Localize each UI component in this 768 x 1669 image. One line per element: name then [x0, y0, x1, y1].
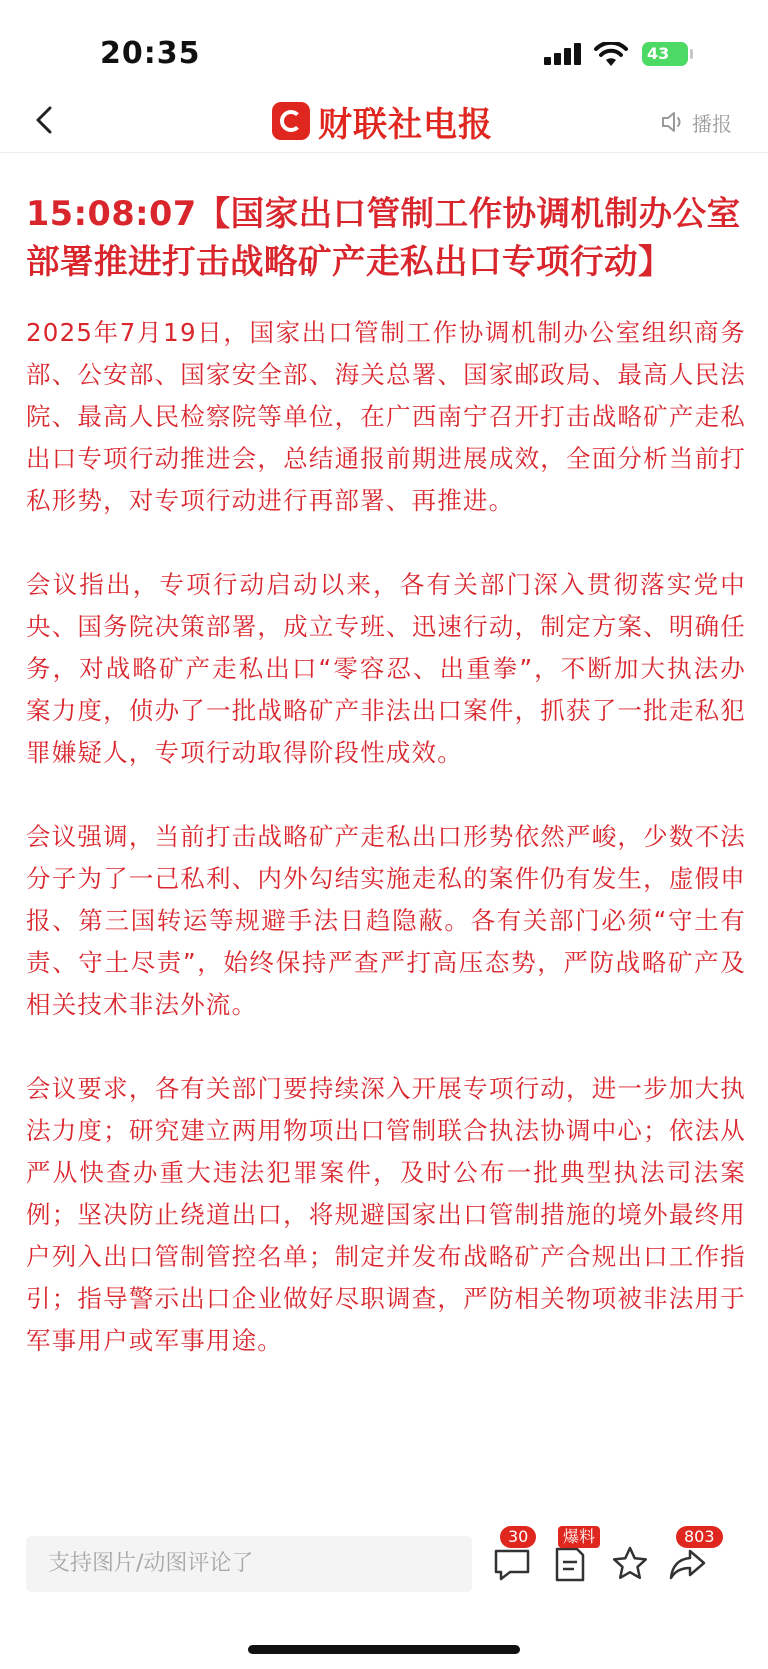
share-count-badge: 803: [676, 1526, 723, 1548]
battery-cap: [690, 49, 693, 59]
battery-icon: 43: [642, 42, 688, 66]
report-button[interactable]: [548, 1527, 596, 1586]
brand-logo-icon: [272, 102, 310, 140]
comment-icon: [490, 1542, 534, 1586]
brand-logo: [272, 98, 493, 144]
nav-bar: [0, 92, 768, 153]
star-icon: [608, 1542, 652, 1586]
comment-count-badge: 30: [500, 1526, 536, 1548]
comment-input[interactable]: 支持图片/动图评论了: [26, 1536, 472, 1592]
share-icon: [666, 1542, 710, 1586]
favorite-button[interactable]: [608, 1542, 652, 1586]
report-badge: 爆料: [558, 1526, 600, 1548]
speaker-icon: [660, 110, 686, 134]
home-indicator[interactable]: [248, 1645, 520, 1654]
article-paragraph: 会议指出，专项行动启动以来，各有关部门深入贯彻落实党中央、国务院决策部署，成立专班、迅速行动，制定方案、明确任务，对战略矿产走私出口“零容忍、出重拳”，不断加大执法办案力度，侦办了一批战略矿产非法出口案件，抓获了一批走私犯罪嫌疑人，专项行动取得阶段性成效。: [26, 570, 746, 767]
status-bar: [0, 0, 768, 92]
share-button[interactable]: [666, 1527, 715, 1586]
back-icon[interactable]: [30, 100, 60, 140]
article-paragraph: 会议强调，当前打击战略矿产走私出口形势依然严峻，少数不法分子为了一己私利、内外勾结实施走私的案件仍有发生，虚假申报、第三国转运等规避手法日趋隐蔽。各有关部门必须“守土有责、守土尽责”，始终保持严查严打高压态势，严防战略矿产及相关技术非法外流。: [26, 822, 746, 1019]
brand-name: [318, 97, 493, 146]
status-time: 20:35: [100, 36, 201, 71]
broadcast-label: 播报: [692, 111, 732, 136]
article-paragraph: 会议要求，各有关部门要持续深入开展专项行动，进一步加大执法力度；研究建立两用物项出口管制联合执法协调中心；依法从严从快查办重大违法犯罪案件，及时公布一批典型执法司法案例；坚决防止绕道出口，将规避国家出口管制措施的境外最终用户列入出口管制管控名单；制定并发布战略矿产合规出口工作指引；指导警示出口企业做好尽职调查，严防相关物项被非法用于军事用户或军事用途。: [26, 1074, 746, 1355]
article-paragraph: 2025年7月19日，国家出口管制工作协调机制办公室组织商务部、公安部、国家安全部、海关总署、国家邮政局、最高人民法院、最高人民检察院等单位，在广西南宁召开打击战略矿产走私出口专项行动推进会，总结通报前期进展成效，全面分析当前打私形势，对专项行动进行再部署、再推进。: [26, 318, 746, 515]
cellular-signal-icon: [544, 43, 584, 65]
wifi-icon: [594, 42, 628, 68]
bottom-action-bar: [0, 1510, 768, 1620]
comment-button[interactable]: [490, 1527, 534, 1586]
brand-suffix: 电报: [423, 104, 493, 145]
brand-prefix: 财联社: [318, 104, 423, 145]
broadcast-button[interactable]: [660, 104, 732, 140]
document-icon: [548, 1542, 592, 1586]
article-headline: 15:08:07【国家出口管制工作协调机制办公室部署推进打击战略矿产走私出口专项行动】: [26, 194, 741, 281]
article-body: [26, 312, 746, 1404]
